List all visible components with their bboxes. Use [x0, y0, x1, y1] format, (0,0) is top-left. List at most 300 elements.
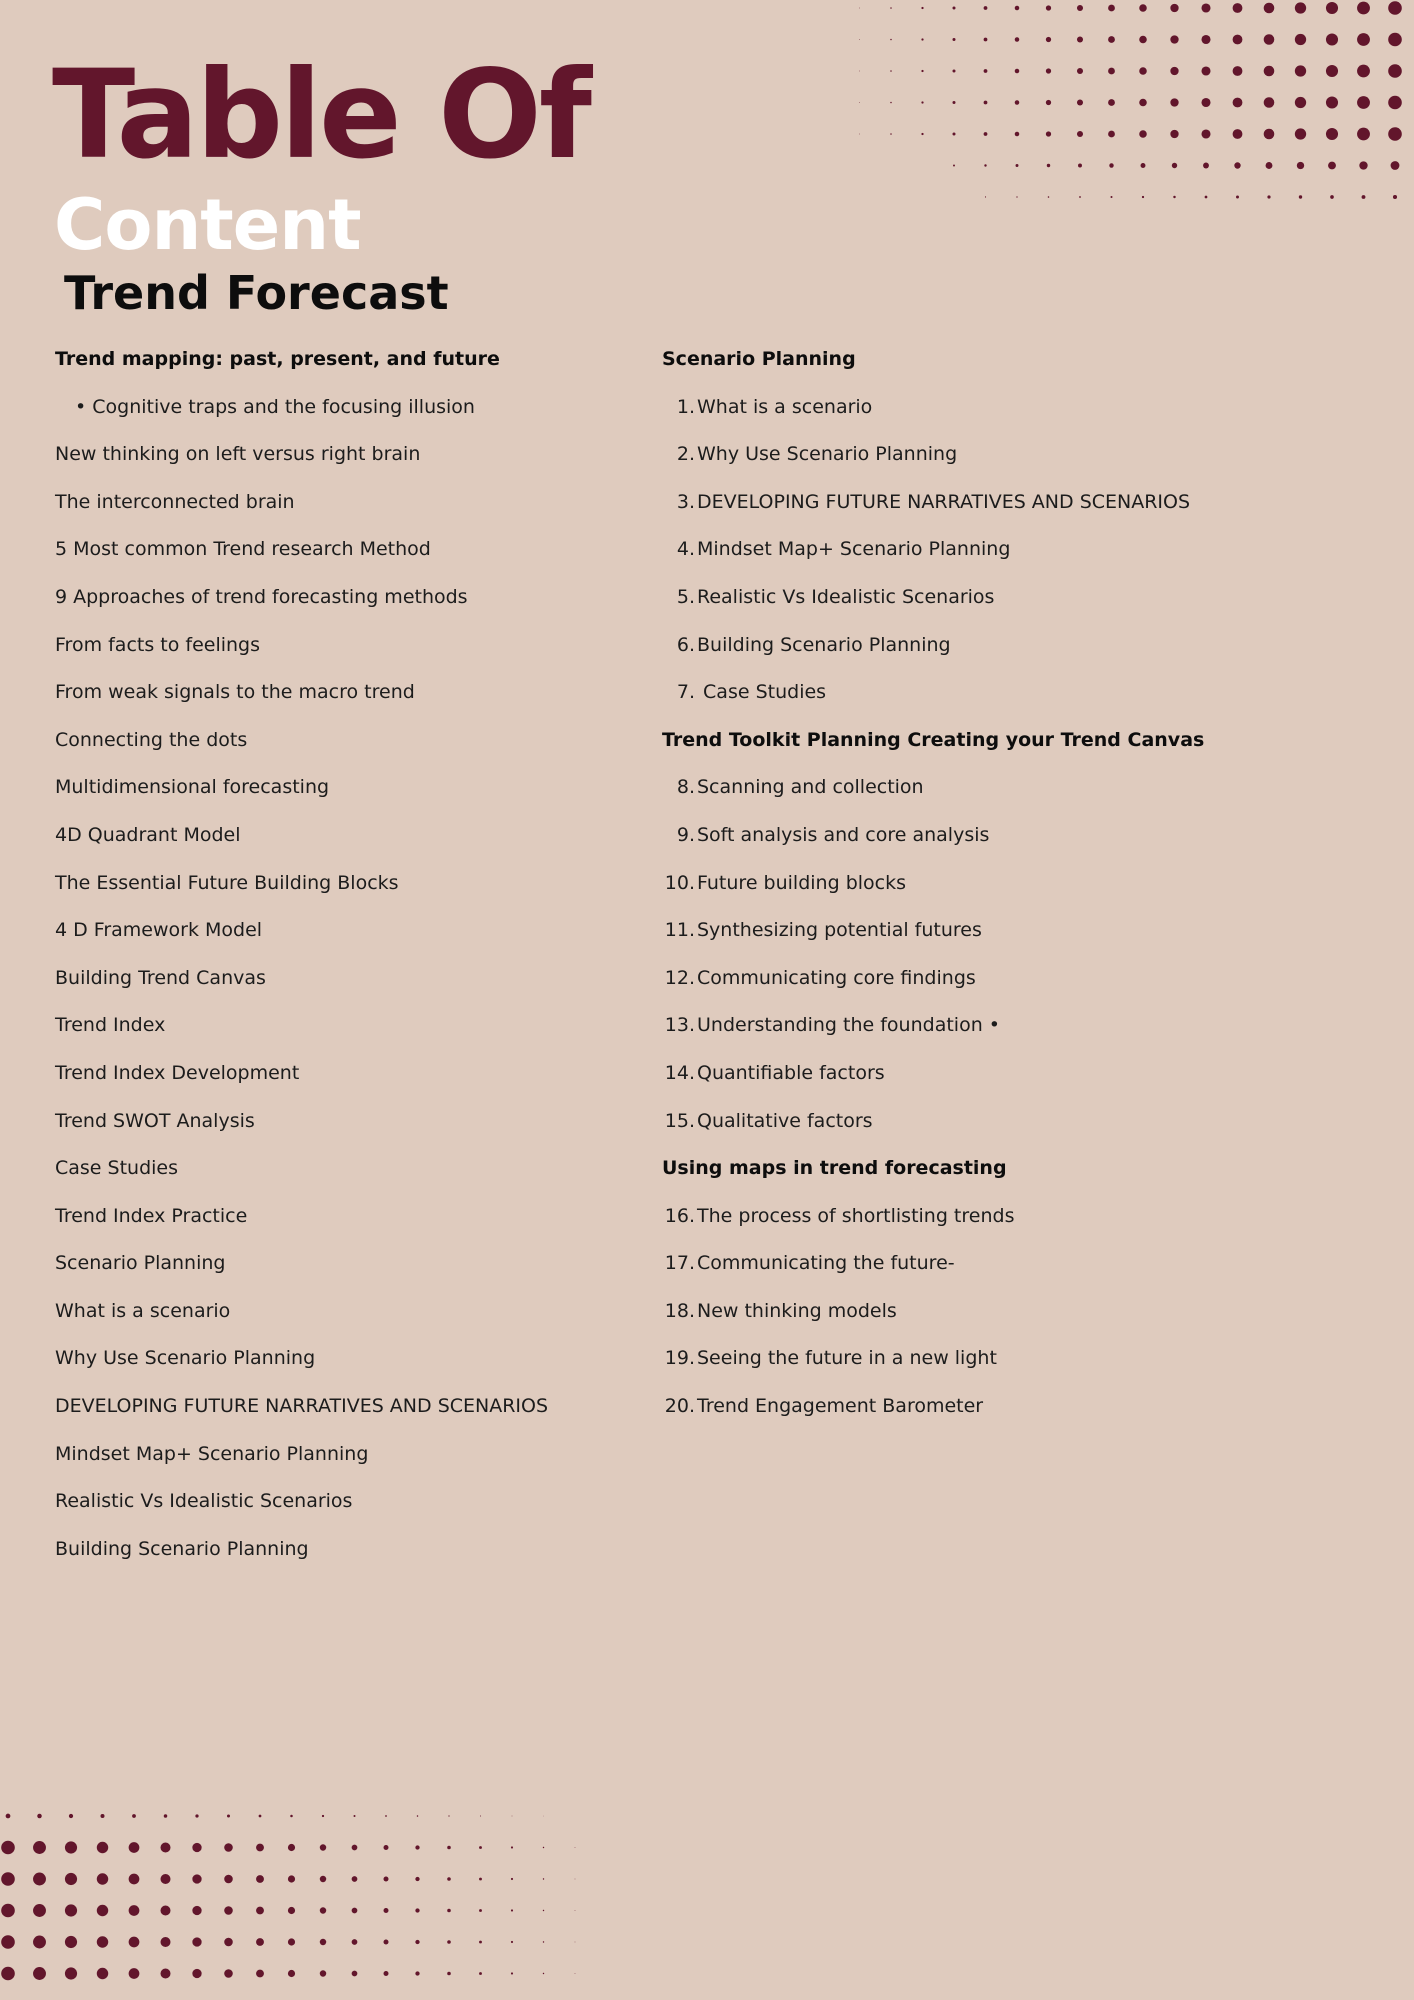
decorative-dot	[1388, 33, 1402, 47]
decorative-dot	[100, 1814, 104, 1818]
toc-entry-text: Connecting the dots	[55, 728, 248, 751]
toc-entry-text: Trend Engagement Barometer	[697, 1395, 984, 1418]
decorative-dot	[322, 1815, 324, 1817]
decorative-dot	[511, 1846, 513, 1848]
toc-entry-number: 16.	[664, 1204, 695, 1227]
toc-entry-number: 6.	[676, 633, 695, 656]
toc-entry	[55, 860, 655, 908]
decorative-dot	[256, 1970, 264, 1978]
toc-entry	[662, 1288, 1382, 1336]
decorative-dot	[1, 1967, 15, 1981]
toc-entry	[55, 574, 655, 622]
decorative-dot	[1077, 68, 1083, 74]
toc-section-heading	[662, 1145, 1382, 1193]
toc-entry	[55, 1335, 655, 1383]
decorative-dot	[1139, 67, 1147, 75]
decorative-dot	[543, 1910, 544, 1911]
toc-entry	[55, 907, 655, 955]
toc-entry	[662, 860, 1382, 908]
decorative-dot	[69, 1814, 73, 1818]
toc-entry-text: Multidimensional forecasting	[55, 776, 330, 799]
decorative-dot	[160, 1937, 170, 1947]
decorative-dot	[543, 1847, 544, 1848]
decorative-dot	[1295, 128, 1306, 139]
decorative-dot	[1328, 162, 1336, 170]
decorative-dot	[1141, 163, 1146, 168]
toc-entry-number: 13.	[664, 1014, 695, 1037]
toc-entry	[662, 1002, 1382, 1050]
decorative-dot	[352, 1971, 358, 1977]
decorative-dot	[1108, 99, 1115, 106]
toc-entry-text: Building Scenario Planning	[55, 1537, 309, 1560]
toc-entry-text: Realistic Vs Idealistic Scenarios	[55, 1490, 353, 1513]
toc-entry-text: 5 Most common Trend research Method	[55, 538, 431, 561]
toc-entry-text: Mindset Map+ Scenario Planning	[697, 538, 1011, 561]
decorative-dot	[859, 134, 860, 135]
decorative-dot	[1264, 3, 1275, 14]
toc-entry	[662, 907, 1382, 955]
toc-entry-text: Understanding the foundation •	[697, 1014, 1000, 1037]
decorative-dot	[1388, 1, 1402, 15]
decorative-dot	[290, 1815, 293, 1818]
decorative-dot	[447, 1972, 451, 1976]
decorative-dot	[320, 1876, 326, 1882]
toc-entry-number: 15.	[664, 1109, 695, 1132]
decorative-dot	[1330, 195, 1334, 199]
toc-entry-text: Trend Toolkit Planning Creating your Trend Canvas	[662, 728, 1205, 751]
decorative-dot	[479, 1972, 482, 1975]
toc-entry-text: Soft analysis and core analysis	[697, 823, 990, 846]
decorative-dot	[1233, 129, 1243, 139]
decorative-dot	[1267, 195, 1270, 198]
decorative-dot	[1108, 131, 1115, 138]
toc-entry-text: Mindset Map+ Scenario Planning	[55, 1442, 369, 1465]
decorative-dot	[256, 1875, 264, 1883]
decorative-dot	[859, 71, 860, 72]
decorative-dot	[1201, 3, 1210, 12]
decorative-dot	[65, 1904, 77, 1916]
toc-entry-number: 18.	[664, 1299, 695, 1322]
decorative-dot	[383, 1876, 388, 1881]
toc-section-heading	[662, 717, 1382, 765]
decorative-dot	[1357, 2, 1370, 15]
decorative-dot	[415, 1845, 419, 1849]
decorative-dot	[1077, 36, 1083, 42]
decorative-dot	[97, 1968, 108, 1979]
decorative-dot	[33, 1967, 46, 1980]
decorative-dot	[984, 164, 986, 166]
decorative-dot	[288, 1844, 295, 1851]
decorative-dot	[1, 1841, 15, 1855]
decorative-dot	[33, 1841, 46, 1854]
toc-entry-text: From weak signals to the macro trend	[55, 681, 415, 704]
toc-entry-text: Using maps in trend forecasting	[662, 1157, 1007, 1180]
decorative-dot	[417, 1815, 419, 1817]
toc-entry-text: Scenario Planning	[662, 348, 856, 370]
toc-entry-text: Realistic Vs Idealistic Scenarios	[697, 585, 995, 608]
decorative-dot	[859, 39, 860, 40]
decorative-dot	[1201, 66, 1210, 75]
decorative-dot	[480, 1815, 481, 1816]
toc-entry	[662, 1335, 1382, 1383]
decorative-dot	[320, 1939, 326, 1945]
decorative-dot	[353, 1815, 355, 1817]
decorative-dot	[1264, 97, 1275, 108]
toc-entry	[662, 1098, 1382, 1146]
decorative-dot	[385, 1815, 387, 1817]
decorative-dot	[890, 102, 892, 104]
decorative-dot	[1015, 69, 1020, 74]
decorative-dot	[1016, 164, 1019, 167]
decorative-dot	[985, 196, 986, 197]
decorative-dot	[352, 1845, 358, 1851]
decorative-dot	[859, 8, 860, 9]
decorative-dot	[224, 1906, 233, 1915]
decorative-dot	[415, 1940, 419, 1944]
toc-entry-text: Synthesizing potential futures	[697, 919, 982, 942]
decorative-dot	[37, 1814, 42, 1819]
toc-entry	[55, 1050, 655, 1098]
toc-left-column	[55, 336, 655, 1573]
decorative-dot-pattern-top	[820, 0, 1414, 200]
decorative-dot	[479, 1846, 482, 1849]
decorative-dot	[921, 101, 923, 103]
toc-entry-text: Communicating the future-	[697, 1252, 955, 1275]
decorative-dot	[415, 1877, 419, 1881]
toc-entry	[662, 622, 1382, 670]
toc-entry-number: 5.	[676, 585, 695, 608]
decorative-dot	[224, 1843, 233, 1852]
decorative-dot	[160, 1905, 170, 1915]
decorative-dot	[97, 1873, 108, 1884]
decorative-dot	[256, 1938, 264, 1946]
decorative-dot	[575, 1973, 576, 1974]
toc-entry	[662, 384, 1382, 432]
decorative-dot	[1170, 130, 1178, 138]
decorative-dot	[383, 1971, 388, 1976]
decorative-dot	[352, 1908, 358, 1914]
decorative-dot	[352, 1939, 358, 1945]
decorative-dot	[1139, 130, 1147, 138]
toc-section-heading	[662, 336, 1382, 384]
decorative-dot	[1357, 96, 1370, 109]
decorative-dot	[1170, 4, 1178, 12]
toc-entry	[662, 1240, 1382, 1288]
toc-entry-text: Trend Index	[55, 1014, 166, 1037]
toc-entry	[662, 1383, 1382, 1431]
decorative-dot	[1357, 33, 1370, 46]
page-title-line2: Content	[54, 184, 361, 266]
decorative-dot	[1264, 66, 1275, 77]
toc-entry-text: 9 Approaches of trend forecasting methods	[55, 585, 468, 608]
decorative-dot	[1388, 64, 1402, 78]
decorative-dot	[1359, 161, 1367, 169]
decorative-dot	[192, 1969, 201, 1978]
toc-entry-text: From facts to feelings	[55, 633, 261, 656]
decorative-dot	[192, 1874, 201, 1883]
decorative-dot	[511, 1909, 513, 1911]
toc-entry-text: New thinking models	[697, 1299, 897, 1322]
toc-entry	[662, 431, 1382, 479]
decorative-dot	[1015, 6, 1020, 11]
toc-entry	[55, 1193, 655, 1241]
decorative-dot	[1170, 98, 1178, 106]
decorative-dot	[1046, 37, 1051, 42]
toc-entry-text: The interconnected brain	[55, 490, 295, 513]
decorative-dot	[33, 1936, 46, 1949]
toc-entry-text: Scenario Planning	[55, 1252, 226, 1275]
decorative-dot	[129, 1905, 140, 1916]
toc-entry-number: 12.	[664, 966, 695, 989]
decorative-dot	[447, 1940, 451, 1944]
toc-entry-text: • Cognitive traps and the focusing illusion	[75, 395, 475, 418]
decorative-dot	[383, 1939, 388, 1944]
toc-entry	[55, 1145, 655, 1193]
toc-section-heading	[55, 336, 655, 384]
decorative-dot	[1295, 65, 1306, 76]
decorative-dot	[890, 133, 892, 135]
decorative-dot	[1139, 36, 1147, 44]
decorative-dot	[1233, 3, 1243, 13]
decorative-dot	[227, 1814, 230, 1817]
decorative-dot	[320, 1970, 326, 1976]
toc-entry	[55, 812, 655, 860]
decorative-dot	[1264, 34, 1275, 45]
decorative-dot	[1233, 66, 1243, 76]
decorative-dot	[65, 1936, 77, 1948]
toc-entry-number: 14.	[664, 1061, 695, 1084]
decorative-dot	[984, 38, 988, 42]
decorative-dot	[65, 1841, 77, 1853]
decorative-dot	[129, 1874, 140, 1885]
toc-entry-text: Case Studies	[55, 1157, 179, 1180]
toc-entry	[55, 526, 655, 574]
decorative-dot	[1108, 36, 1115, 43]
toc-entry-number: 2.	[676, 443, 695, 466]
decorative-dot	[1388, 127, 1402, 141]
decorative-dot	[575, 1847, 576, 1848]
toc-entry	[55, 384, 655, 432]
decorative-dot	[1201, 35, 1210, 44]
decorative-dot	[1391, 161, 1400, 170]
decorative-dot	[479, 1909, 482, 1912]
toc-entry	[662, 1193, 1382, 1241]
decorative-dot	[160, 1842, 170, 1852]
toc-entry	[662, 764, 1382, 812]
decorative-dot	[1201, 98, 1210, 107]
toc-entry-text: The Essential Future Building Blocks	[55, 871, 399, 894]
decorative-dot	[1110, 196, 1112, 198]
decorative-dot	[921, 38, 923, 40]
decorative-dot	[1357, 128, 1370, 141]
decorative-dot	[890, 70, 892, 72]
toc-entry-text: The process of shortlisting trends	[697, 1204, 1015, 1227]
toc-entry	[55, 764, 655, 812]
decorative-dot	[1266, 162, 1273, 169]
toc-entry-text: Trend SWOT Analysis	[55, 1109, 255, 1132]
decorative-dot	[1170, 35, 1178, 43]
decorative-dot	[1233, 35, 1243, 45]
decorative-dot	[1142, 196, 1144, 198]
toc-entry-number: 7.	[676, 681, 695, 704]
toc-entry-text: Seeing the future in a new light	[697, 1347, 997, 1370]
decorative-dot	[129, 1842, 140, 1853]
toc-entry-number: 3.	[676, 490, 695, 513]
decorative-dot	[160, 1874, 170, 1884]
toc-entry	[662, 479, 1382, 527]
decorative-dot	[448, 1815, 449, 1816]
decorative-dot	[511, 1878, 513, 1880]
decorative-dot	[160, 1968, 170, 1978]
decorative-dot	[543, 1878, 544, 1879]
decorative-dot	[320, 1844, 326, 1850]
decorative-dot	[1234, 162, 1240, 168]
decorative-dot	[1046, 5, 1051, 10]
decorative-dot	[256, 1907, 264, 1915]
decorative-dot	[1362, 195, 1366, 199]
decorative-dot	[952, 69, 955, 72]
toc-entry	[55, 1098, 655, 1146]
toc-entry-text: Scanning and collection	[697, 776, 924, 799]
toc-entry-text: DEVELOPING FUTURE NARRATIVES AND SCENARIOS	[55, 1395, 549, 1418]
decorative-dot	[447, 1846, 451, 1850]
decorative-dot	[129, 1968, 140, 1979]
decorative-dot	[1299, 195, 1302, 198]
toc-entry-number: 11.	[664, 919, 695, 942]
toc-entry-number: 19.	[664, 1347, 695, 1370]
toc-entry	[55, 955, 655, 1003]
toc-entry-text: Why Use Scenario Planning	[697, 443, 958, 466]
decorative-dot	[1357, 65, 1370, 78]
decorative-dot	[164, 1814, 168, 1818]
toc-entry	[662, 955, 1382, 1003]
toc-entry	[55, 1383, 655, 1431]
decorative-dot	[288, 1970, 295, 1977]
decorative-dot	[1170, 67, 1178, 75]
toc-entry-text: Trend mapping: past, present, and future	[55, 348, 500, 370]
decorative-dot	[921, 7, 923, 9]
decorative-dot	[1, 1872, 15, 1886]
decorative-dot	[543, 1941, 544, 1942]
toc-entry-text: Communicating core findings	[697, 966, 976, 989]
decorative-dot	[575, 1910, 576, 1911]
decorative-dot	[1264, 129, 1275, 140]
toc-entry	[662, 526, 1382, 574]
toc-entry-text: Case Studies	[697, 681, 827, 704]
decorative-dot	[952, 6, 955, 9]
decorative-dot	[1046, 131, 1051, 136]
toc-entry	[55, 431, 655, 479]
toc-right-column	[662, 336, 1382, 1431]
decorative-dot	[1205, 196, 1208, 199]
decorative-dot	[195, 1814, 198, 1817]
decorative-dot-pattern-bottom	[0, 1808, 640, 2000]
decorative-dot	[1326, 65, 1338, 77]
decorative-dot	[97, 1842, 108, 1853]
decorative-dot	[859, 102, 860, 103]
decorative-dot	[1047, 164, 1050, 167]
toc-entry-number: 9.	[676, 823, 695, 846]
decorative-dot	[543, 1973, 544, 1974]
decorative-dot	[890, 7, 892, 9]
document-subtitle: Trend Forecast	[64, 266, 449, 320]
decorative-dot	[952, 101, 955, 104]
decorative-dot	[1015, 100, 1020, 105]
decorative-dot	[97, 1905, 108, 1916]
decorative-dot	[1048, 196, 1050, 198]
decorative-dot	[320, 1907, 326, 1913]
decorative-dot	[192, 1843, 201, 1852]
decorative-dot	[1046, 100, 1051, 105]
decorative-dot	[447, 1877, 451, 1881]
toc-entry-text: Why Use Scenario Planning	[55, 1347, 316, 1370]
decorative-dot	[575, 1942, 576, 1943]
toc-entry	[55, 669, 655, 717]
decorative-dot	[984, 132, 988, 136]
decorative-dot	[984, 6, 988, 10]
toc-entry-text: DEVELOPING FUTURE NARRATIVES AND SCENARIOS	[697, 490, 1191, 513]
toc-entry-text: 4 D Framework Model	[55, 919, 263, 942]
decorative-dot	[1297, 162, 1304, 169]
decorative-dot	[33, 1873, 46, 1886]
decorative-dot	[132, 1814, 136, 1818]
decorative-dot	[1295, 97, 1306, 108]
decorative-dot	[33, 1904, 46, 1917]
toc-entry-text: What is a scenario	[697, 395, 873, 418]
decorative-dot	[1172, 163, 1177, 168]
decorative-dot	[383, 1908, 388, 1913]
toc-entry-number: 8.	[676, 776, 695, 799]
toc-entry	[662, 574, 1382, 622]
decorative-dot	[1079, 196, 1081, 198]
toc-entry-text: Quantifiable factors	[697, 1061, 885, 1084]
decorative-dot	[1295, 34, 1306, 45]
decorative-dot	[447, 1909, 451, 1913]
decorative-dot	[97, 1936, 108, 1947]
decorative-dot	[1173, 196, 1175, 198]
decorative-dot	[65, 1967, 77, 1979]
decorative-dot	[1046, 68, 1051, 73]
decorative-dot	[1015, 37, 1020, 42]
decorative-dot	[383, 1845, 388, 1850]
toc-entry-text: Building Scenario Planning	[697, 633, 951, 656]
toc-entry	[55, 1002, 655, 1050]
toc-entry	[55, 622, 655, 670]
decorative-dot	[1108, 68, 1115, 75]
toc-entry-text: Trend Index Practice	[55, 1204, 248, 1227]
decorative-dot	[288, 1907, 295, 1914]
toc-entry	[55, 1431, 655, 1479]
decorative-dot	[1326, 128, 1338, 140]
decorative-dot	[192, 1937, 201, 1946]
toc-entry	[662, 812, 1382, 860]
toc-entry	[55, 1478, 655, 1526]
decorative-dot	[1077, 99, 1083, 105]
decorative-dot	[1326, 33, 1338, 45]
decorative-dot	[1077, 5, 1083, 11]
decorative-dot	[1236, 196, 1239, 199]
toc-entry-number: 20.	[664, 1395, 695, 1418]
decorative-dot	[1233, 98, 1243, 108]
decorative-dot	[890, 39, 892, 41]
decorative-dot	[1326, 96, 1338, 108]
decorative-dot	[984, 69, 988, 73]
decorative-dot	[952, 132, 955, 135]
toc-entry-number: 4.	[676, 538, 695, 561]
toc-entry-text: Building Trend Canvas	[55, 966, 266, 989]
decorative-dot	[1203, 163, 1209, 169]
page-title-line1: Table Of	[52, 44, 589, 186]
